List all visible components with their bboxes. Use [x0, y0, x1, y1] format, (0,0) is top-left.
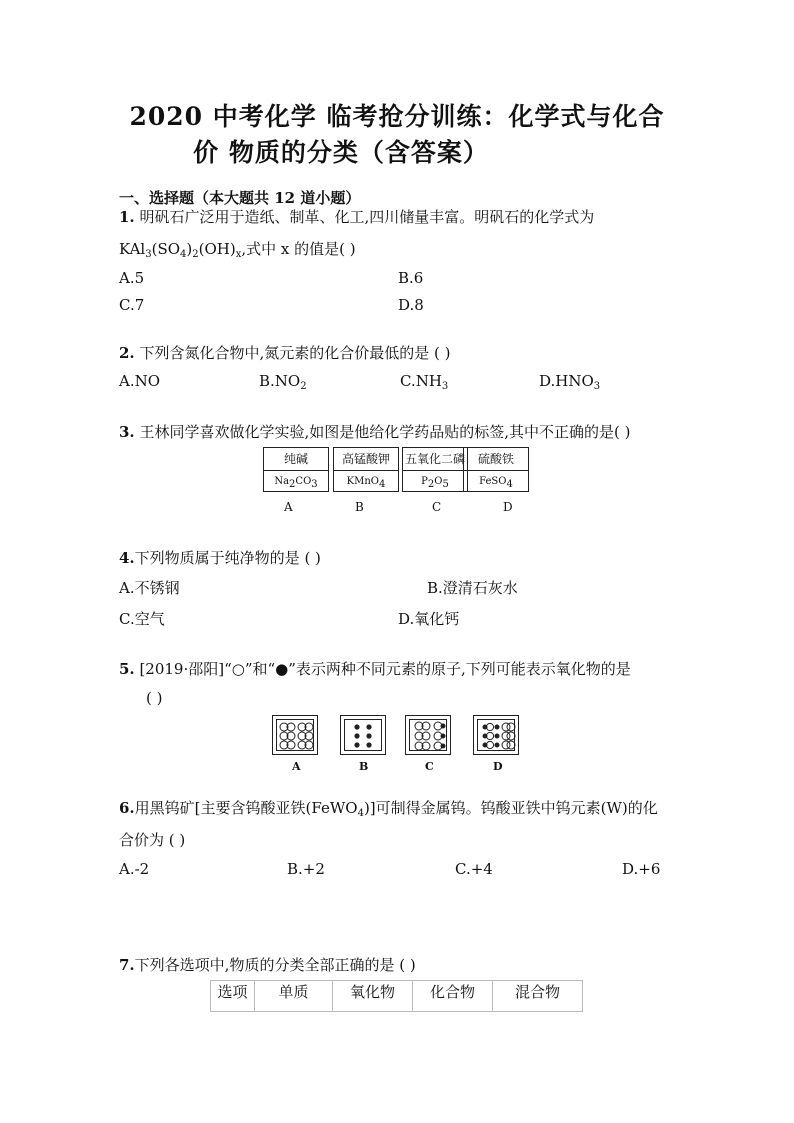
question-7-line — [119, 954, 416, 975]
reagent-label-d — [463, 447, 529, 492]
question-4-option-c[interactable]: C.空气 — [119, 610, 165, 628]
reagent-label-c-formula: $P_2O_5$ — [421, 476, 449, 490]
question-2-option-a[interactable]: A.NO — [119, 372, 161, 390]
question-2-line — [119, 342, 450, 363]
molecule-box-d — [473, 715, 519, 755]
question-6-line1 — [119, 797, 658, 819]
classification-table — [210, 980, 583, 1012]
molecule-caption-d: D — [493, 760, 503, 773]
molecule-caption-c: C — [425, 760, 434, 773]
question-6-option-a[interactable]: A.-2 — [119, 860, 150, 878]
question-3-line — [119, 421, 630, 442]
question-6-number: 6. — [119, 799, 135, 817]
question-5-paren: ( ) — [146, 689, 163, 707]
question-1-line2 — [119, 238, 356, 260]
reagent-caption-a: A — [284, 500, 293, 514]
question-2-option-d[interactable]: $D.HNO_3$ — [539, 372, 601, 392]
question-1-text: 明矾石广泛用于造纸、制革、化工,四川储量丰富。明矾石的化学式为 — [134, 208, 595, 226]
question-2-option-c[interactable]: $C.NH_3$ — [400, 372, 449, 392]
molecule-diagram-c — [405, 715, 451, 755]
document-title-line1: 2020 中考化学 临考抢分训练：化学式与化合 — [129, 102, 665, 131]
question-3-text: 王林同学喜欢做化学实验,如图是他给化学药品贴的标签,其中不正确的是( ) — [134, 423, 631, 441]
question-5-text: [2019·邵阳]“○”和“●”表示两种不同元素的原子,下列可能表示氧化物的是 — [134, 660, 631, 678]
molecule-box-b — [340, 715, 386, 755]
question-5-line — [119, 658, 631, 679]
table-header-cell: 选项 — [211, 981, 255, 1012]
question-1-text-b: ,式中 x 的值是( ) — [241, 240, 356, 258]
reagent-caption-c: C — [432, 500, 442, 514]
table-header-cell: 单质 — [255, 981, 333, 1012]
question-7-text: 下列各选项中,物质的分类全部正确的是 ( ) — [134, 956, 416, 974]
reagent-label-c — [402, 447, 468, 492]
question-1-number: 1. — [119, 208, 135, 226]
molecule-caption-b: B — [359, 760, 369, 773]
reagent-label-d-name: 硫酸铁 — [464, 448, 528, 471]
question-7-number: 7. — [119, 956, 135, 974]
document-title-line2: 价 物质的分类（含答案） — [193, 138, 489, 167]
question-1-option-c[interactable]: C.7 — [119, 296, 145, 314]
question-6-option-b[interactable]: B.+2 — [287, 860, 325, 878]
table-header-cell: 混合物 — [493, 981, 583, 1012]
table-header-cell: 氧化物 — [333, 981, 413, 1012]
molecule-box-c — [405, 715, 451, 755]
molecule-box-a — [272, 715, 318, 755]
question-6-line2: 合价为 ( ) — [119, 831, 186, 849]
reagent-label-a-name: 纯碱 — [264, 448, 328, 471]
question-3-number: 3. — [119, 423, 135, 441]
table-header-cell: 化合物 — [413, 981, 493, 1012]
reagent-label-a-formula: $Na_2CO_3$ — [274, 476, 318, 490]
reagent-caption-d: D — [503, 500, 513, 514]
question-1-option-b[interactable]: B.6 — [398, 269, 424, 287]
reagent-label-b-formula: KMnO$_4$ — [346, 476, 386, 490]
reagent-label-a — [263, 447, 329, 492]
question-4-number: 4. — [119, 549, 135, 567]
question-4-option-d[interactable]: D.氧化钙 — [398, 610, 460, 628]
molecule-diagram-b — [340, 715, 386, 755]
question-2-number: 2. — [119, 344, 135, 362]
question-4-text: 下列物质属于纯净物的是 ( ) — [134, 549, 321, 567]
question-1-line1 — [119, 206, 594, 227]
reagent-label-c-name: 五氧化二磷 — [403, 448, 467, 471]
reagent-caption-b: B — [355, 500, 364, 514]
question-1-option-d[interactable]: D.8 — [398, 296, 424, 314]
question-6-text: 用黑钨矿[主要含钨酸亚铁(FeWO$_4$)]可制得金属钨。钨酸亚铁中钨元素(W)的化 — [134, 799, 658, 819]
question-5-number: 5. — [119, 660, 135, 678]
question-4-option-a[interactable]: A.不锈钢 — [119, 579, 180, 597]
molecule-diagram-a — [272, 715, 318, 755]
section-heading: 一、选择题（本大题共 12 道小题） — [119, 189, 361, 207]
question-6-option-c[interactable]: C.+4 — [455, 860, 493, 878]
reagent-label-d-formula: FeSO$_4$ — [479, 476, 513, 490]
question-2-option-b[interactable]: $B.NO_2$ — [259, 372, 307, 392]
question-4-line — [119, 547, 321, 568]
molecule-caption-a: A — [292, 760, 301, 773]
question-4-option-b[interactable]: B.澄清石灰水 — [427, 579, 518, 597]
reagent-label-b-name: 高锰酸钾 — [334, 448, 398, 471]
question-1-formula: $KAl_3(SO_4)_2(OH)_x$ — [119, 240, 242, 260]
question-1-option-a[interactable]: A.5 — [119, 269, 145, 287]
question-2-text: 下列含氮化合物中,氮元素的化合价最低的是 ( ) — [134, 344, 451, 362]
table-header-row — [211, 981, 583, 1012]
reagent-label-b — [333, 447, 399, 492]
question-6-option-d[interactable]: D.+6 — [622, 860, 661, 878]
molecule-diagram-d — [473, 715, 519, 755]
